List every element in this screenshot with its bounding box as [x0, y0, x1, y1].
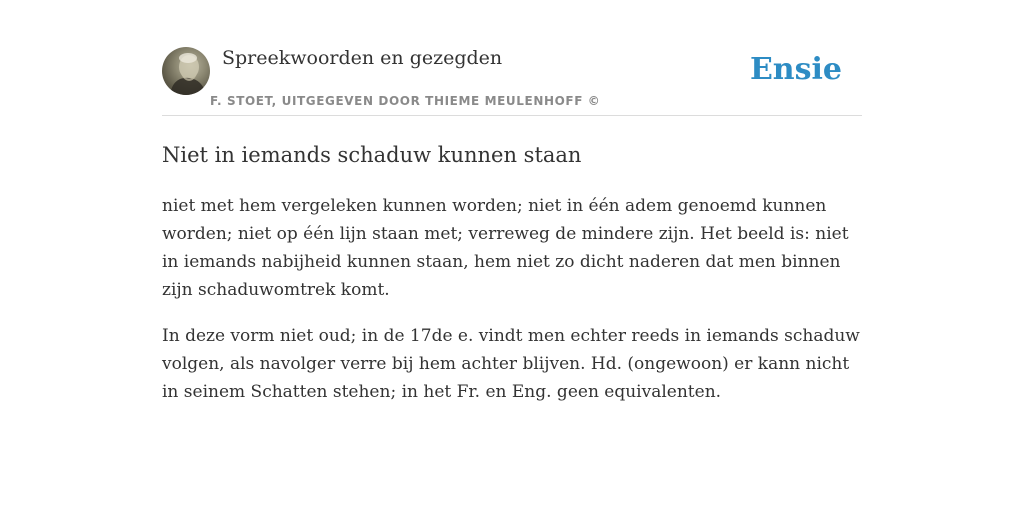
ensie-logo[interactable]: Ensie [749, 52, 842, 87]
source-title[interactable]: Spreekwoorden en gezegden [222, 47, 503, 69]
author-portrait-icon [162, 47, 210, 95]
source-header [162, 46, 862, 116]
source-credit: F. STOET, UITGEGEVEN DOOR THIEME MEULENHOFF © [210, 94, 601, 108]
entry-paragraph: In deze vorm niet oud; in de 17de e. vindt men echter reeds in iemands schaduw volgen, als navolger verre bij hem achter blijven. Hd. (ongewoon) er kann nicht in seinem Schatten stehen; in het Fr. en Eng. geen equivalenten. [162, 326, 860, 402]
entry-paragraph: niet met hem vergeleken kunnen worden; niet in één adem genoemd kunnen worden; niet op één lijn staan met; verreweg de mindere zijn. Het beeld is: niet in iemands nabijheid kunnen staan, hem niet zo dicht naderen dat men binnen zijn schaduwomtrek komt. [162, 196, 849, 300]
entry-title: Niet in iemands schaduw kunnen staan [162, 143, 582, 167]
entry-body [162, 192, 862, 424]
author-avatar[interactable] [162, 47, 210, 95]
